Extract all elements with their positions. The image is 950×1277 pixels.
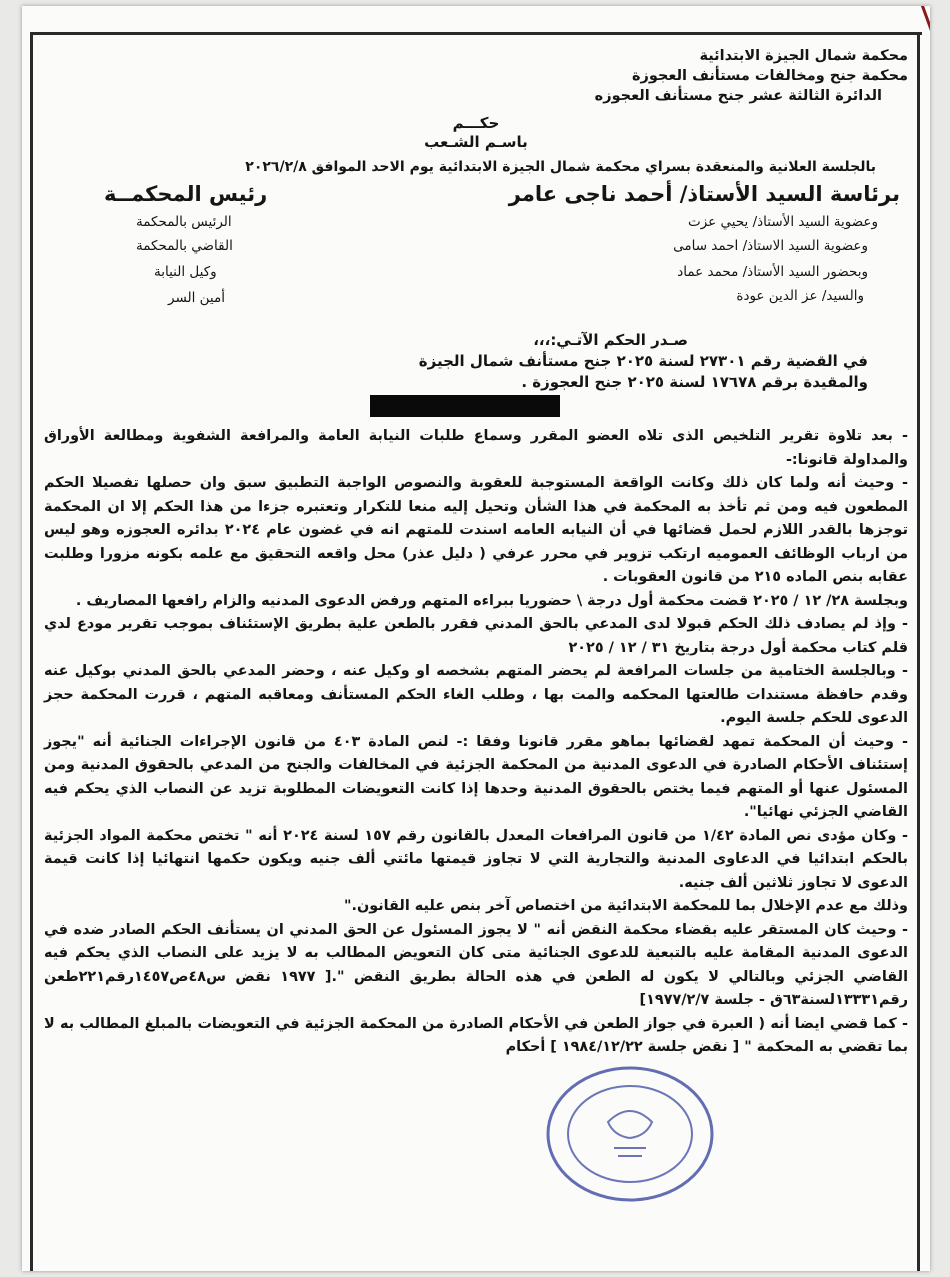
court-circuit: الدائرة الثالثة عشر جنح مستأنف العجوزه	[594, 88, 882, 104]
presiding-judge: برئاسة السيد الأستاذ/ أحمد ناجى عامر	[508, 182, 900, 206]
body-paragraph: وذلك مع عدم الإخلال بما للمحكمة الابتدائية من اختصاص آخر بنص عليه القانون."	[343, 898, 908, 914]
member-1-role: الرئيس بالمحكمة	[136, 214, 232, 230]
body-paragraph: - بعد تلاوة تقرير التلخيص الذى تلاه العضو المقرر وسماع طلبات النيابة العامة والمرافعة الشفوية ومطالعة الأوراق والمداولة قانونا:-	[44, 428, 908, 468]
member-2: وعضوية السيد الاستاذ/ احمد سامى	[673, 238, 868, 254]
member-2-role: القاضي بالمحكمة	[136, 238, 233, 254]
session-line: بالجلسة العلانية والمنعقدة بسراي محكمة شمال الجيزة الابتدائية يوم الاحد الموافق ٢٠٢٦/٢/٨	[245, 159, 876, 175]
body-paragraph: - وحيث أنه ولما كان ذلك وكانت الواقعة المستوجبة للعقوبة والنصوص الواجبة التطبيق سبق وان حصلها تفصيلا الحكم المطعون فيه ومن ثم تأخذ به المحكمة في هذا الشأن وتحيل إليه منعا للتكرار وتعتبره جزءا من هذا الحكم إلا ان المحكمة توجزها بالقدر اللازم لحمل قضائها في أن النيابه العامه اسندت للمتهم انه في غضون عام ٢٠٢٤ بدائره العجوزه وهو ليس من ارباب الوظائف العموميه ارتكب تزوير في محرر عرفي ( دليل عذر) محل واقعه التحقيق مع علمه بكونه مزورا وطلبت عقابه بنص الماده ٢١٥ من قانون العقوبات .	[44, 475, 908, 585]
bench-panel	[44, 180, 908, 330]
court-division: محكمة جنح ومخالفات مستأنف العجوزة	[631, 68, 908, 84]
case-title: صـدر الحكم الآتـي:،،،	[533, 331, 688, 349]
redaction-box	[370, 395, 560, 417]
prosecutor: وبحضور السيد الأستاذ/ محمد عماد	[677, 264, 868, 280]
document-page	[22, 6, 930, 1271]
case-block	[44, 330, 908, 393]
member-1: وعضوية السيد الأستاذ/ يحيي عزت	[687, 214, 878, 230]
body-paragraph: - وكان مؤدى نص المادة ١/٤٢ من قانون المرافعات المعدل بالقانون رقم ١٥٧ لسنة ٢٠٢٤ أنه " تختص محكمة المواد الجزئية بالحكم ابتدائيا في الدعاوى المدنية والتجارية التي لا تجاوز قيمتها مائتي ألف جنيه ويكون حكمها انتهائيا إذا كانت قيمة الدعوى لا تجاوز ثلاثين ألف جنيه.	[44, 827, 908, 891]
judgment-body	[44, 425, 908, 1060]
court-name: محكمة شمال الجيزة الابتدائية	[699, 48, 908, 64]
against-line	[44, 393, 908, 423]
body-paragraph: - وحيث كان المستقر عليه بقضاء محكمة النقض أنه " لا يجوز المسئول عن الحق المدني ان يستأنف الحكم الصادر ضده في الدعوى المدنية المقامة عليه بالتبعية للدعوى الجنائية متى كان التعويض المطالب به لا يزيد على النصاب الذي يحكم فيه القاضي الجزئي وبالتالي لا يكون له الطعن في هذه الحالة بطريق النقض ".[ ١٩٧٧ نقض س٤٨ص١٤٥٧رقم٢٢١طعن رقم١٣٣٣١لسنة٦٣ق - جلسة ١٩٧٧/٢/٧]	[44, 921, 908, 1008]
court-seal-stamp	[544, 1064, 716, 1204]
case-number: في القضية رقم ٢٧٣٠١ لسنة ٢٠٢٥ جنح مستأنف شمال الجيزة	[418, 352, 868, 370]
body-paragraph: - كما قضي ايضا أنه ( العبرة في جواز الطعن في الأحكام الصادرة من المحكمة الجزئية في التعويضات بالمبلغ المطالب به لا بما تقضي به المحكمة " [ نقض جلسة ١٩٨٤/١٢/٢٢ ] أحكام	[44, 1015, 908, 1055]
judgment-document	[44, 46, 908, 1060]
body-paragraph: - وإذ لم يصادف ذلك الحكم قبولا لدى المدعي بالحق المدني فقرر بالطعن علية بطريق الإستئناف بموجب تقرير مودع لدي قلم كتاب محكمة أول درجة بتاريخ ٣١ / ١٢ / ٢٠٢٥	[44, 616, 908, 656]
body-paragraph: وبجلسة ٢٨/ ١٢ / ٢٠٢٥ قضت محكمة أول درجة \ حضوريا ببراءه المتهم ورفض الدعوى المدنيه والزام رافعها المصاريف .	[75, 592, 908, 609]
secretary-role: أمين السر	[168, 290, 225, 306]
court-secretary: والسيد/ عز الدين عودة	[736, 288, 864, 304]
prosecutor-role: وكيل النيابة	[154, 264, 217, 280]
frame-right-border	[917, 32, 920, 1271]
body-paragraph: - وحيث أن المحكمة تمهد لقضائها بماهو مقرر قانونا وفقا :- لنص المادة ٤٠٣ من قانون الإجراءات الجنائية أنه "يجوز إستئناف الأحكام الصادرة في الدعوى المدنية من المحكمة الجزئية في المخالفات والجنح من المدعي بالحقوق المدنية ومن المسئول عنها أو المتهم فيما يختص بالحقوق المدنية وحدها إذا كانت التعويضات المطلوبة تزيد عن النصاب الذي يحكم فيه القاضي الجزئي نهائيا".	[44, 733, 908, 820]
presiding-role: رئيس المحكمــة	[104, 182, 268, 206]
verdict-label: حكـــم	[452, 114, 500, 132]
in-name-of-people: باسـم الشـعب	[424, 133, 528, 151]
body-paragraph: - وبالجلسة الختامية من جلسات المرافعة لم يحضر المتهم بشخصه او وكيل عنه ، وحضر المدعي بالحق المدني بوكيل عنه وقدم حافظة مستندات طالعتها المحكمه والمت بها ، وطلب الغاء الحكم المستأنف ومعاقبه المتهم ، قررت المحكمة حجز الدعوى للحكم جلسة اليوم.	[44, 663, 908, 726]
frame-top-border	[30, 32, 922, 35]
frame-left-border	[30, 32, 33, 1271]
case-registration: والمقيدة برقم ١٧٦٧٨ لسنة ٢٠٢٥ جنح العجوزة .	[521, 373, 868, 391]
